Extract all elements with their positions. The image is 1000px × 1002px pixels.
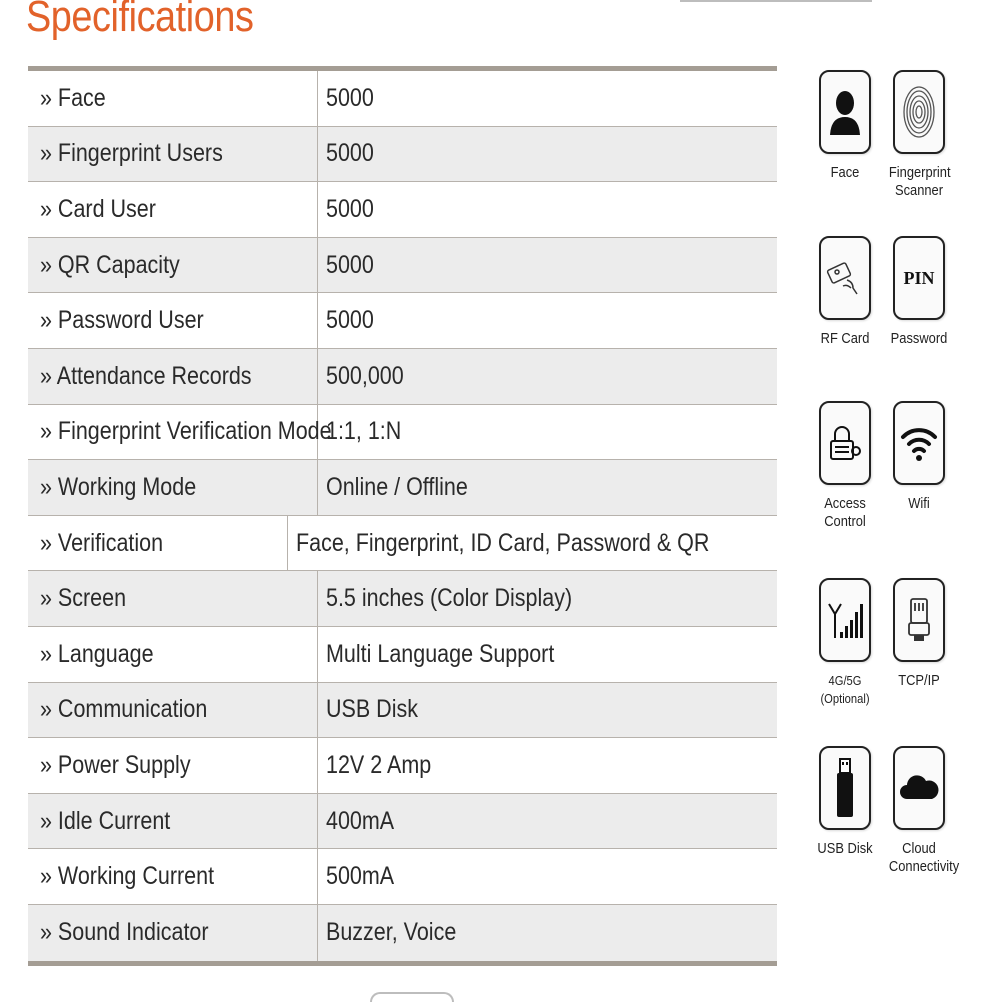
spec-value-text: Online / Offline <box>326 472 468 501</box>
spec-label <box>28 516 288 571</box>
spec-label <box>28 794 318 849</box>
feature-pin <box>884 236 954 348</box>
spec-label <box>28 627 318 682</box>
spec-label-text: » Power Supply <box>40 750 191 779</box>
spec-value-text: 5000 <box>326 139 374 168</box>
feature-ethernet <box>884 578 954 690</box>
spec-label <box>28 71 318 126</box>
table-row <box>28 71 777 127</box>
spec-value <box>288 516 777 571</box>
spec-label-text: » Card User <box>40 194 156 223</box>
spec-value-text: 5000 <box>326 194 374 223</box>
table-row <box>28 460 777 516</box>
table-row <box>28 627 777 683</box>
spec-label-text: » Face <box>40 83 106 112</box>
top-divider <box>680 0 872 2</box>
spec-label <box>28 460 318 515</box>
spec-label-text: » Working Mode <box>40 472 197 501</box>
spec-label-text: » Attendance Records <box>40 361 252 390</box>
feature-signal <box>810 578 880 708</box>
pin-label: PIN <box>903 267 935 288</box>
table-row <box>28 405 777 461</box>
feature-rf-card <box>810 236 880 348</box>
spec-label-text: » Fingerprint Verification Mode <box>40 417 332 446</box>
page-title: Specifications <box>26 0 254 41</box>
spec-value-text: 5000 <box>326 250 374 279</box>
spec-value-text: 5.5 inches (Color Display) <box>326 584 573 613</box>
spec-label <box>28 182 318 237</box>
spec-value-text: USB Disk <box>326 695 418 724</box>
spec-label <box>28 905 318 961</box>
feature-wifi <box>884 401 954 513</box>
fingerprint-icon <box>893 70 945 154</box>
spec-label <box>28 571 318 626</box>
usb-icon <box>819 746 871 830</box>
spec-value-text: 5000 <box>326 306 374 335</box>
feature-icons-panel <box>800 66 1000 896</box>
spec-label <box>28 293 318 348</box>
feature-label: 4G/5G (Optional) <box>820 673 870 706</box>
table-row <box>28 794 777 850</box>
spec-value <box>318 405 777 460</box>
rf-card-icon <box>819 236 871 320</box>
table-row <box>28 571 777 627</box>
spec-label <box>28 405 332 460</box>
spec-value-text: 500,000 <box>326 361 404 390</box>
cloud-icon <box>893 746 945 830</box>
table-row <box>28 738 777 794</box>
spec-label-text: » Sound Indicator <box>40 918 209 947</box>
table-row <box>28 683 777 739</box>
feature-face <box>810 70 880 182</box>
spec-label-text: » Verification <box>40 528 164 557</box>
feature-label: Fingerprint Scanner <box>888 164 951 199</box>
feature-fingerprint <box>884 70 954 200</box>
spec-label-text: » Screen <box>40 584 127 613</box>
table-row <box>28 182 777 238</box>
spec-label <box>28 349 318 404</box>
feature-label: Access Control <box>824 495 866 530</box>
table-row <box>28 905 777 961</box>
feature-label: Wifi <box>908 495 930 512</box>
lock-icon <box>819 401 871 485</box>
table-row <box>28 293 777 349</box>
table-row <box>28 238 777 294</box>
feature-usb <box>810 746 880 858</box>
spec-value <box>318 683 777 738</box>
feature-label: USB Disk <box>817 840 873 857</box>
spec-label-text: » QR Capacity <box>40 250 180 279</box>
spec-value-text: Multi Language Support <box>326 639 555 668</box>
table-row <box>28 127 777 183</box>
spec-value <box>318 905 777 961</box>
table-row <box>28 349 777 405</box>
spec-value-text: 400mA <box>326 806 395 835</box>
spec-value <box>318 794 777 849</box>
spec-value-text: Face, Fingerprint, ID Card, Password & QR <box>296 528 710 557</box>
spec-label-text: » Working Current <box>40 862 215 891</box>
spec-value-text: 5000 <box>326 83 374 112</box>
feature-label: TCP/IP <box>898 672 940 689</box>
spec-value <box>318 627 777 682</box>
face-icon <box>819 70 871 154</box>
feature-cloud <box>884 746 960 876</box>
bottom-decoration <box>370 992 454 1002</box>
spec-label-text: » Communication <box>40 695 208 724</box>
spec-label-text: » Language <box>40 639 154 668</box>
spec-value <box>318 71 777 126</box>
feature-label: Face <box>830 164 860 181</box>
spec-label <box>28 738 318 793</box>
spec-value <box>318 238 777 293</box>
spec-label <box>28 849 318 904</box>
spec-value <box>318 127 777 182</box>
spec-label-text: » Fingerprint Users <box>40 139 223 168</box>
pin-icon <box>893 236 945 320</box>
feature-label: Password <box>890 330 948 347</box>
spec-value-text: Buzzer, Voice <box>326 918 457 947</box>
spec-table <box>28 66 777 966</box>
spec-label-text: » Idle Current <box>40 806 171 835</box>
spec-label <box>28 238 318 293</box>
spec-label <box>28 127 318 182</box>
spec-value <box>318 293 777 348</box>
spec-value-text: 12V 2 Amp <box>326 750 432 779</box>
spec-value <box>318 182 777 237</box>
signal-icon <box>819 578 871 662</box>
table-row <box>28 516 777 572</box>
ethernet-icon <box>893 578 945 662</box>
spec-value <box>318 460 777 515</box>
spec-value <box>318 738 777 793</box>
spec-value <box>318 349 777 404</box>
spec-value-text: 1:1, 1:N <box>326 417 402 446</box>
feature-label: Cloud Connectivity <box>888 840 960 875</box>
spec-label-text: » Password User <box>40 306 204 335</box>
spec-label <box>28 683 318 738</box>
spec-value <box>318 571 777 626</box>
spec-value-text: 500mA <box>326 862 395 891</box>
spec-value <box>318 849 777 904</box>
wifi-icon <box>893 401 945 485</box>
feature-label: RF Card <box>820 330 870 347</box>
feature-lock <box>810 401 880 531</box>
table-row <box>28 849 777 905</box>
